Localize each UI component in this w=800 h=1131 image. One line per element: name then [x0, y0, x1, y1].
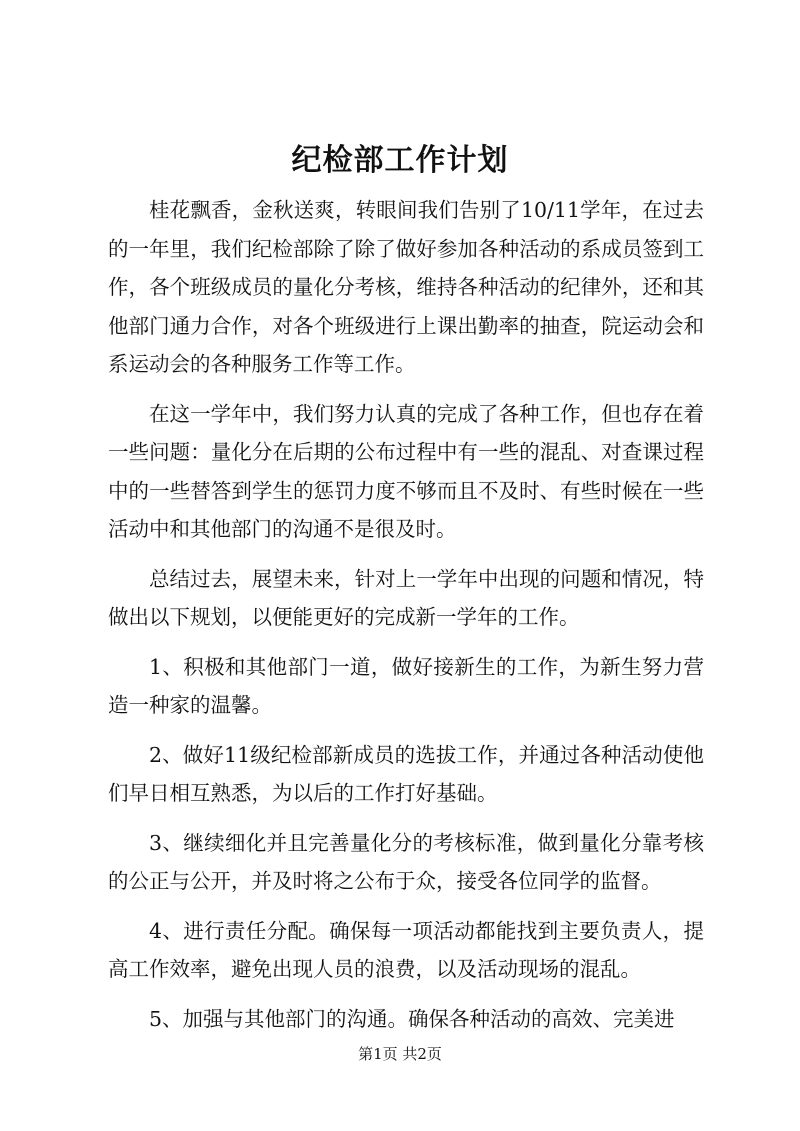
paragraph-intro: 桂花飘香，金秋送爽，转眼间我们告别了10/11学年，在过去的一年里，我们纪检部除了除了做好参加各种活动的系成员签到工作，各个班级成员的量化分考核，维持各种活动的纪律外，还和其他部门通力合作，对各个班级进行上课出勤率的抽查，院运动会和系运动会的各种服务工作等工作。	[108, 198, 704, 376]
document-body	[108, 191, 704, 1049]
plan-item-1: 1、积极和其他部门一道，做好接新生的工作，为新生努力营造一种家的温馨。	[108, 654, 704, 717]
document-title: 纪检部工作计划	[291, 143, 509, 178]
paragraph-summary: 总结过去，展望未来，针对上一学年中出现的问题和情况，特做出以下规划，以便能更好的完成新一学年的工作。	[108, 566, 704, 629]
plan-item-3: 3、继续细化并且完善量化分的考核标准，做到量化分靠考核的公正与公开，并及时将之公布于众，接受各位同学的监督。	[108, 830, 704, 893]
plan-item-4: 4、进行责任分配。确保每一项活动都能找到主要负责人，提高工作效率，避免出现人员的浪费，以及活动现场的混乱。	[108, 918, 704, 981]
paragraph-problems: 在这一学年中，我们努力认真的完成了各种工作，但也存在着一些问题：量化分在后期的公布过程中有一些的混乱、对查课过程中的一些替答到学生的惩罚力度不够而且不及时、有些时候在一些活动中和其他部门的沟通不是很及时。	[108, 401, 704, 541]
plan-item-5: 5、加强与其他部门的沟通。确保各种活动的高效、完美进	[149, 1006, 675, 1031]
page-footer: 第1页 共2页	[358, 1045, 442, 1063]
plan-item-2: 2、做好11级纪检部新成员的选拔工作，并通过各种活动使他们早日相互熟悉，为以后的工作打好基础。	[108, 742, 704, 805]
